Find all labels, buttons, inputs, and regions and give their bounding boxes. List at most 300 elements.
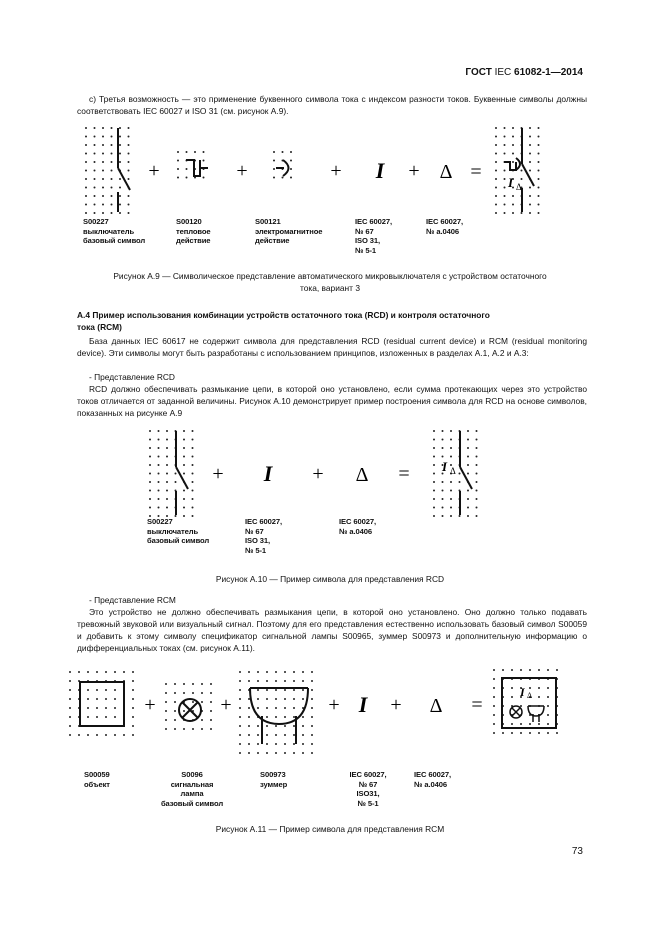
grid-dot [85,161,87,163]
grid-dot [105,707,107,709]
grid-dot [450,498,452,500]
current-symbol-i: I [263,461,273,486]
grid-dot [293,689,295,691]
figure-a11-label-iec-0406: IEC 60027, № а.0406 [414,770,451,789]
plus-sign: + [408,160,420,182]
grid-dot [467,456,469,458]
grid-dot [105,734,107,736]
grid-dot [293,743,295,745]
grid-dot [538,732,540,734]
grid-dot [450,430,452,432]
grid-dot [504,178,506,180]
grid-dot [85,212,87,214]
grid-dot [311,680,313,682]
grid-dot [132,725,134,727]
grid-dot [94,153,96,155]
grid-dot [111,187,113,189]
grid-dot [165,710,167,712]
grid-dot [493,705,495,707]
grid-dot [266,698,268,700]
grid-dot [192,456,194,458]
grid-dot [149,473,151,475]
figure-a11-label-lamp: S0096 сигнальная лампа базовый символ [160,770,224,808]
grid-dot [165,719,167,721]
grid-dot [194,151,196,153]
grid-dot [85,144,87,146]
grid-dot [493,687,495,689]
grid-dot [114,707,116,709]
grid-dot [476,430,478,432]
grid-dot [183,498,185,500]
plus-sign: + [212,463,224,485]
grid-dot [257,671,259,673]
grid-dot [158,430,160,432]
grid-dot [239,698,241,700]
grid-dot [266,734,268,736]
grid-dot [495,161,497,163]
grid-dot [538,195,540,197]
grid-dot [248,752,250,754]
grid-dot [192,481,194,483]
grid-dot [183,464,185,466]
grid-dot [467,490,469,492]
grid-dot [502,669,504,671]
grid-dot [166,439,168,441]
grid-dot [128,144,130,146]
figure-a11-label-iec-67: IEC 60027, № 67 ISO31, № 5-1 [349,770,387,808]
residual-current-label: I [508,175,514,190]
grid-dot [433,481,435,483]
figure-a9-caption: Рисунок А.9 — Символическое представление автоматического микровыключателя с устройством остаточного тока, вариант 3 [113,271,547,293]
grid-dot [302,743,304,745]
grid-dot [290,160,292,162]
grid-dot [520,669,522,671]
grid-dot [467,473,469,475]
residual-current-subscript: Δ [450,466,456,476]
grid-dot [467,439,469,441]
grid-dot [132,671,134,673]
grid-dot [111,170,113,172]
grid-dot [87,734,89,736]
section-a4-paragraph-1: База данных IEC 60617 не содержит символа для представления RCD (residual current device) и RCM (residual monitoring device). Эти символы могут быть разработаны с использованием принципов, изложенных в разделах А.1, А.2 и А.3: [77,336,587,358]
grid-dot [119,212,121,214]
grid-dot [512,161,514,163]
grid-dot [442,490,444,492]
grid-dot [94,170,96,172]
grid-dot [293,680,295,682]
grid-dot [538,178,540,180]
grid-dot [114,689,116,691]
residual-current-label: I [442,459,448,474]
grid-dot [459,473,461,475]
section-a4-paragraph-rcd: RCD должно обеспечивать размыкание цепи, в которой оно установлено, если сумма протекающих через это устройство токов отличается от заданной величины. Рисунок А.10 демонстрирует пример построения символа для RCD на основе символов, показанных на рисунке А.9 [77,384,587,418]
grid-dot [210,701,212,703]
figure-a10-label-switch: S00227 выключатель базовый символ [147,517,210,545]
grid-dot [158,464,160,466]
grid-dot [529,732,531,734]
grid-dot [158,439,160,441]
grid-dot [186,168,188,170]
plus-sign: + [144,694,156,716]
grid-dot [495,136,497,138]
grid-dot [512,153,514,155]
current-symbol-i: I [358,692,368,717]
grid-dot [302,680,304,682]
grid-dot [183,473,185,475]
grid-dot [467,515,469,517]
grid-dot [85,170,87,172]
document-header [465,67,583,78]
grid-dot [476,490,478,492]
grid-dot [275,716,277,718]
plus-sign: + [148,160,160,182]
grid-dot [192,447,194,449]
grid-dot [450,490,452,492]
rcm-result-symbol [502,678,556,728]
grid-dot [257,734,259,736]
grid-dot [119,204,121,206]
grid-dot [538,153,540,155]
grid-dot [433,439,435,441]
grid-dot [105,671,107,673]
grid-dot [94,127,96,129]
grid-dot [529,687,531,689]
grid-dot [69,725,71,727]
grid-dot [495,204,497,206]
grid-dot [111,153,113,155]
grid-dot [87,671,89,673]
grid-dot [166,507,168,509]
grid-dot [69,698,71,700]
grid-dot [192,473,194,475]
grid-dot [128,153,130,155]
grid-dot [521,212,523,214]
grid-dot [275,707,277,709]
header-number: 61082-1—2014 [514,67,583,78]
grid-dot [94,187,96,189]
grid-dot [538,212,540,214]
grid-dot [450,447,452,449]
grid-dot [105,689,107,691]
grid-dot [512,127,514,129]
grid-dot [442,481,444,483]
grid-dot [183,490,185,492]
grid-dot [511,723,513,725]
grid-dot [476,473,478,475]
grid-dot [149,481,151,483]
grid-dot [467,464,469,466]
grid-dot [476,498,478,500]
grid-dot [119,178,121,180]
grid-dot [493,723,495,725]
grid-dot [538,161,540,163]
grid-dot [442,515,444,517]
grid-dot [102,170,104,172]
grid-dot [69,707,71,709]
grid-dot [239,743,241,745]
grid-dot [275,671,277,673]
grid-dot [467,507,469,509]
grid-dot [177,151,179,153]
grid-dot [511,687,513,689]
grid-dot [257,689,259,691]
grid-dot [504,127,506,129]
grid-dot [96,689,98,691]
grid-dot [293,698,295,700]
grid-dot [201,728,203,730]
grid-dot [132,716,134,718]
grid-dot [493,732,495,734]
grid-dot [87,707,89,709]
grid-dot [166,464,168,466]
grid-dot [105,716,107,718]
electromagnetic-grid [273,151,292,179]
grid-dot [459,515,461,517]
grid-dot [302,725,304,727]
grid-dot [174,710,176,712]
grid-dot [119,195,121,197]
grid-dot [504,204,506,206]
grid-dot [266,725,268,727]
grid-dot [102,144,104,146]
grid-dot [442,447,444,449]
grid-dot [166,490,168,492]
grid-dot [529,187,531,189]
grid-dot [239,734,241,736]
grid-dot [158,456,160,458]
grid-dot [538,136,540,138]
grid-dot [248,707,250,709]
delta-symbol: Δ [439,161,453,183]
grid-dot [175,481,177,483]
rcm-subheading: - Представление RCM [89,595,176,605]
grid-dot [183,430,185,432]
grid-dot [210,728,212,730]
grid-dot [290,168,292,170]
residual-current-label: I [520,685,525,699]
grid-dot [119,127,121,129]
grid-dot [529,170,531,172]
grid-dot [149,447,151,449]
grid-dot [302,698,304,700]
grid-dot [96,671,98,673]
grid-dot [119,161,121,163]
grid-dot [149,430,151,432]
plus-sign: + [236,160,248,182]
grid-dot [111,127,113,129]
grid-dot [311,752,313,754]
grid-dot [165,692,167,694]
grid-dot [547,714,549,716]
grid-dot [275,725,277,727]
grid-dot [495,195,497,197]
grid-dot [290,151,292,153]
figure-a9-drawing [0,120,661,220]
grid-dot [284,698,286,700]
grid-dot [102,204,104,206]
grid-dot [114,698,116,700]
grid-dot [476,439,478,441]
figure-a9-label-thermal: S00120 тепловое действие [176,217,211,245]
grid-dot [183,456,185,458]
grid-dot [293,671,295,673]
grid-dot [504,195,506,197]
current-symbol-i: I [375,158,385,183]
grid-dot [266,743,268,745]
grid-dot [538,127,540,129]
grid-dot [529,723,531,725]
equals-sign: = [398,463,410,485]
grid-dot [493,669,495,671]
figure-a11-caption: Рисунок А.11 — Пример символа для представления RCM [215,824,445,834]
grid-dot [275,680,277,682]
grid-dot [290,177,292,179]
plus-sign: + [328,694,340,716]
figure-a10-caption: Рисунок А.10 — Пример символа для представления RCD [215,574,445,584]
grid-dot [111,136,113,138]
grid-dot [266,752,268,754]
grid-dot [192,683,194,685]
grid-dot [284,752,286,754]
grid-dot [476,507,478,509]
grid-dot [149,464,151,466]
grid-dot [284,734,286,736]
grid-dot [284,689,286,691]
grid-dot [311,734,313,736]
grid-dot [192,430,194,432]
grid-dot [282,177,284,179]
grid-dot [166,473,168,475]
grid-dot [284,743,286,745]
grid-dot [302,734,304,736]
grid-dot [69,689,71,691]
object-symbol [80,682,124,726]
grid-dot [85,136,87,138]
grid-dot [284,680,286,682]
figure-a11-label-object: S00059 объект [84,770,110,789]
grid-dot [87,689,89,691]
grid-dot [538,696,540,698]
grid-dot [102,127,104,129]
grid-dot [556,732,558,734]
plus-sign: + [312,463,324,485]
rcd-subheading: - Представление RCD [89,372,175,382]
grid-dot [239,680,241,682]
grid-dot [442,439,444,441]
grid-dot [248,734,250,736]
grid-dot [547,696,549,698]
grid-dot [102,161,104,163]
grid-dot [239,725,241,727]
grid-dot [442,430,444,432]
grid-dot [433,473,435,475]
grid-dot [273,160,275,162]
grid-dot [203,177,205,179]
grid-dot [433,515,435,517]
grid-dot [132,734,134,736]
grid-dot [87,698,89,700]
grid-dot [123,734,125,736]
figure-a10-label-iec-0406: IEC 60027, № а.0406 [339,517,376,536]
grid-dot [132,689,134,691]
grid-dot [149,456,151,458]
grid-dot [248,716,250,718]
grid-dot [529,204,531,206]
grid-dot [521,178,523,180]
grid-dot [192,728,194,730]
grid-dot [85,187,87,189]
grid-dot [257,743,259,745]
grid-dot [538,170,540,172]
grid-dot [476,464,478,466]
grid-dot [257,680,259,682]
grid-dot [132,680,134,682]
grid-dot [111,195,113,197]
grid-dot [459,481,461,483]
grid-dot [94,136,96,138]
grid-dot [547,687,549,689]
grid-dot [186,151,188,153]
grid-dot [450,481,452,483]
grid-dot [511,669,513,671]
grid-dot [538,144,540,146]
grid-dot [174,728,176,730]
signal-lamp-symbol [179,699,201,721]
grid-dot [102,153,104,155]
rcd-result-symbol [460,431,472,515]
thermal-action-symbol [186,160,208,176]
grid-dot [128,136,130,138]
grid-dot [132,707,134,709]
grid-dot [174,683,176,685]
grid-dot [210,692,212,694]
grid-dot [85,204,87,206]
grid-dot [166,430,168,432]
grid-dot [284,671,286,673]
grid-dot [504,170,506,172]
lamp-grid [165,683,212,730]
grid-dot [94,204,96,206]
grid-dot [183,447,185,449]
grid-dot [293,752,295,754]
grid-dot [149,439,151,441]
grid-dot [183,439,185,441]
grid-dot [275,734,277,736]
grid-dot [529,136,531,138]
grid-dot [102,212,104,214]
grid-dot [273,168,275,170]
figure-a9-label-electromagnetic: S00121 электромагнитное действие [255,217,323,245]
grid-dot [476,456,478,458]
grid-dot [87,716,89,718]
grid-dot [493,696,495,698]
switch-grid [149,430,194,517]
grid-dot [177,160,179,162]
grid-dot [442,507,444,509]
grid-dot [177,168,179,170]
grid-dot [111,204,113,206]
grid-dot [94,195,96,197]
figure-a10-label-iec-67: IEC 60027, № 67 ISO 31, № 5-1 [245,517,282,555]
grid-dot [94,178,96,180]
grid-dot [85,195,87,197]
figure-a11-label-buzzer: S00973 зуммер [260,770,288,789]
grid-dot [183,507,185,509]
grid-dot [302,689,304,691]
figure-a9-switch-grid [85,127,130,214]
grid-dot [128,204,130,206]
grid-dot [512,195,514,197]
